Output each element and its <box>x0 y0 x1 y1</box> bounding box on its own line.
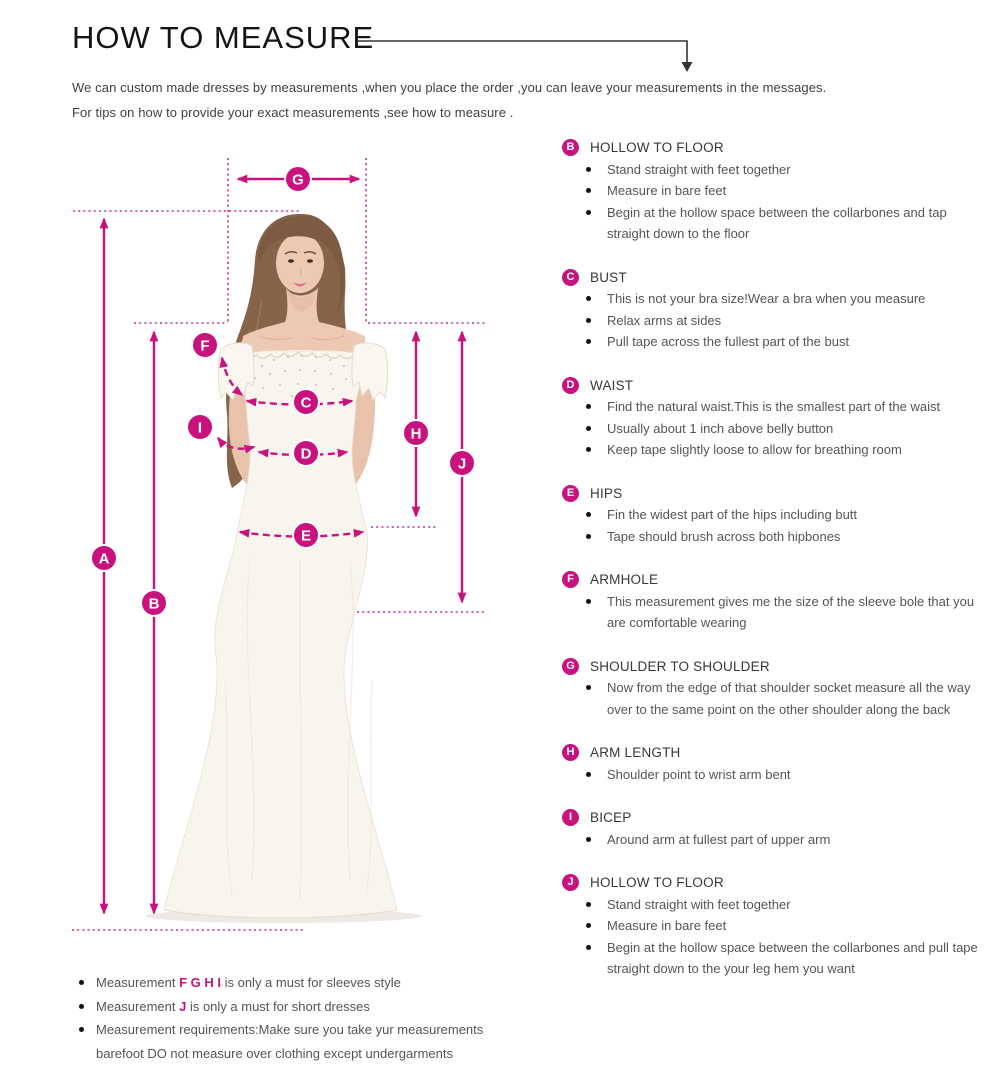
measure-tip <box>562 396 981 418</box>
measure-section <box>562 569 994 634</box>
measure-tip-list <box>562 504 994 547</box>
svg-text:G: G <box>292 171 304 189</box>
measure-section <box>562 375 994 461</box>
measure-tip-text: Relax arms at sides <box>607 312 722 328</box>
measure-badge-j <box>449 450 475 476</box>
measure-section-title: HIPS <box>590 485 623 501</box>
measure-letter-badge: J <box>562 874 579 891</box>
measure-tip <box>562 677 981 720</box>
note-item <box>78 1018 498 1065</box>
measure-section <box>562 267 994 353</box>
measure-badge-f <box>192 332 218 358</box>
measure-badge-g <box>285 166 311 192</box>
measure-badge-b <box>141 590 167 616</box>
measure-tip-text: Begin at the hollow space between the collarbones and pull tape straight down to the your leg hem you want <box>607 939 978 976</box>
measure-notes <box>78 971 510 1065</box>
measure-tip <box>562 180 981 202</box>
measure-tip-list <box>562 677 994 720</box>
measure-badge-a <box>91 545 117 571</box>
measure-letter-badge: E <box>562 485 579 502</box>
measure-section-header <box>562 656 994 678</box>
measure-tip-text: Stand straight with feet together <box>607 161 791 177</box>
measure-tip <box>562 894 981 916</box>
measure-section <box>562 483 994 548</box>
measure-tip-text: Measure in bare feet <box>607 918 727 933</box>
measure-tip-text: Find the natural waist.This is the smallest part of the waist <box>607 399 941 414</box>
measure-tip <box>562 526 981 548</box>
measure-section-title: BICEP <box>590 810 632 825</box>
measure-section <box>562 742 994 785</box>
measure-tip-text: This measurement gives me the size of the sleeve bole that you are comfortable wearing <box>607 593 975 630</box>
measure-tip-text: Measure in bare feet <box>607 183 727 198</box>
measure-section-header <box>562 569 994 591</box>
measure-tip <box>562 159 981 181</box>
model-eye-left <box>288 259 294 263</box>
measure-letter-badge: G <box>562 658 579 675</box>
measure-tip-list <box>562 396 994 461</box>
svg-text:D: D <box>300 445 312 463</box>
measure-letter-badge: F <box>562 571 579 588</box>
measure-tip <box>562 915 981 937</box>
measure-section-title: SHOULDER TO SHOULDER <box>590 658 770 674</box>
measure-tip <box>562 504 981 526</box>
measure-badge-c <box>293 389 319 415</box>
measure-section-header <box>562 742 994 764</box>
measure-section-title: ARM LENGTH <box>590 745 681 760</box>
intro-line-2: For tips on how to provide your exact measurements ,see how to measure . <box>72 105 514 120</box>
measure-tip <box>562 288 981 310</box>
measure-tip <box>562 591 981 634</box>
svg-text:A: A <box>98 550 110 568</box>
measure-tip-text: Usually about 1 inch above belly button <box>607 420 834 436</box>
measure-tip <box>562 829 981 851</box>
note-item <box>78 971 498 995</box>
note-text: Measurement requirements:Make sure you take yur measurements barefoot DO not measure over clothing except undergarments <box>96 1022 484 1061</box>
svg-text:J: J <box>457 455 467 473</box>
svg-text:B: B <box>148 595 160 613</box>
measure-section-header <box>562 267 994 289</box>
measure-tip-list <box>562 829 994 851</box>
measure-tip-list <box>562 894 994 980</box>
measure-tip <box>562 764 981 786</box>
measure-tip-list <box>562 288 994 353</box>
measure-section <box>562 872 994 980</box>
model-photo <box>145 214 421 923</box>
svg-text:I: I <box>197 419 203 437</box>
measure-tip <box>562 331 981 353</box>
measure-section-title: ARMHOLE <box>590 572 659 587</box>
measure-tip-text: Tape should brush across both hipbones <box>607 528 841 544</box>
measure-tip <box>562 418 981 440</box>
measure-tip-text: Begin at the hollow space between the collarbones and tap straight down to the floor <box>607 204 947 241</box>
measure-badge-e <box>293 522 319 548</box>
measure-tip-list <box>562 159 994 245</box>
measure-sections <box>562 137 994 1002</box>
note-text: Measurement <box>96 975 180 990</box>
intro-line-1: We can custom made dresses by measurements ,when you place the order ,you can leave your measurements in the messages. <box>72 80 827 95</box>
measure-section-header <box>562 137 994 159</box>
measure-tip <box>562 202 981 245</box>
measure-tip <box>562 310 981 332</box>
measure-tip-list <box>562 591 994 634</box>
svg-text:F: F <box>200 337 210 355</box>
note-letters: J <box>179 998 187 1014</box>
note-letters: F G H I <box>179 975 221 990</box>
svg-text:C: C <box>300 394 312 412</box>
measure-tip-text: Stand straight with feet together <box>607 896 791 912</box>
measure-section-title: HOLLOW TO FLOOR <box>590 140 724 155</box>
measure-badge-h <box>403 420 429 446</box>
measure-section-title: BUST <box>590 269 627 285</box>
measure-letter-badge: H <box>562 744 579 761</box>
note-text: Measurement <box>96 998 180 1014</box>
svg-text:H: H <box>410 425 422 443</box>
measure-letter-badge: C <box>562 269 579 286</box>
measure-tip <box>562 439 981 461</box>
measure-section-title: HOLLOW TO FLOOR <box>590 875 724 890</box>
measure-section <box>562 137 994 245</box>
measure-letter-badge: B <box>562 139 579 156</box>
measure-tip-text: This is not your bra size!Wear a bra when you measure <box>607 291 926 306</box>
measure-tip-text: Shoulder point to wrist arm bent <box>607 766 791 782</box>
measure-section-header <box>562 807 994 829</box>
measure-section <box>562 656 994 721</box>
measure-tip-text: Keep tape slightly loose to allow for breathing room <box>607 442 902 457</box>
measure-section-title: WAIST <box>590 377 634 393</box>
measure-section-header <box>562 872 994 894</box>
measure-section-header <box>562 483 994 505</box>
measure-tip <box>562 937 981 980</box>
note-item <box>78 995 498 1019</box>
title-arrow <box>357 41 693 72</box>
measure-letter-badge: I <box>562 809 579 826</box>
measure-section-header <box>562 375 994 397</box>
model-eye-right <box>307 259 313 263</box>
measure-tip-text: Fin the widest part of the hips including butt <box>607 507 858 522</box>
measure-tip-text: Around arm at fullest part of upper arm <box>607 831 831 847</box>
note-text: is only a must for short dresses <box>186 998 370 1014</box>
page-title: HOW TO MEASURE <box>72 20 375 55</box>
measure-badge-i <box>187 414 213 440</box>
svg-text:E: E <box>300 527 312 545</box>
measure-tip-text: Now from the edge of that shoulder socket measure all the way over to the same point on the other shoulder along the back <box>607 680 971 717</box>
note-list <box>78 971 510 1065</box>
note-text: is only a must for sleeves style <box>220 975 401 990</box>
measure-letter-badge: D <box>562 377 579 394</box>
measure-tip-text: Pull tape across the fullest part of the bust <box>607 334 850 349</box>
measure-tip-list <box>562 764 994 786</box>
measure-section <box>562 807 994 850</box>
measure-badge-d <box>293 440 319 466</box>
